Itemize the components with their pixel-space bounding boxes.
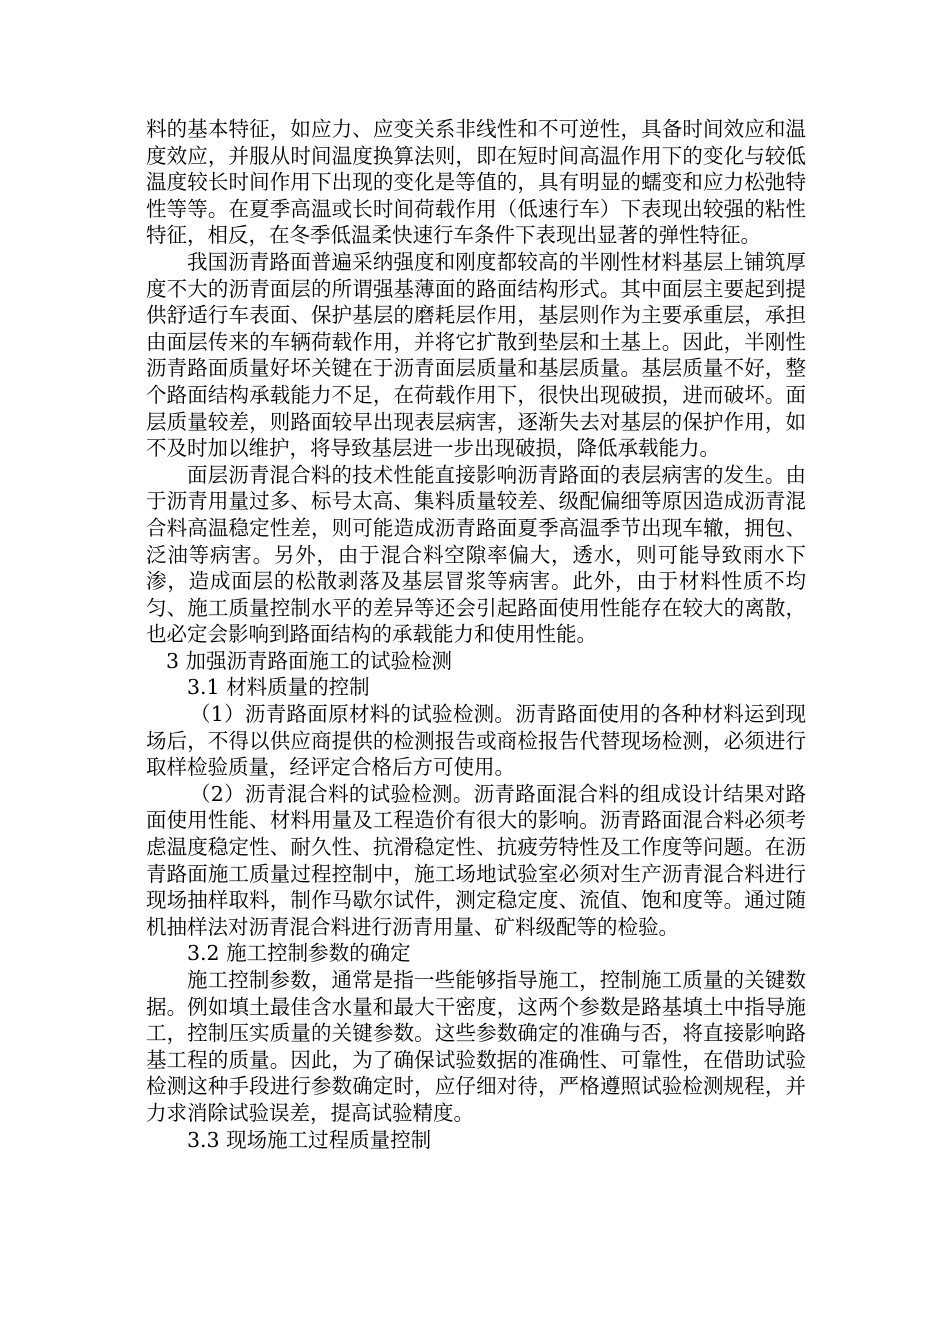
section-heading-3-1: 3.1 材料质量的控制 [187,675,370,700]
document-page [146,116,806,1153]
paragraph-mixture-testing: （2）沥青混合料的试验检测。沥青路面混合料的组成设计结果对路面使用性能、材料用量及工程造价有很大的影响。沥青路面混合料必须考虑温度稳定性、耐久性、抗滑稳定性、抗疲劳特性及工作度等问题。在沥青路面施工质量过程控制中，施工场地试验室必须对生产沥青混合料进行现场抽样取料，制作马歇尔试件，测定稳定度、流值、饱和度等。通过随机抽样法对沥青混合料进行沥青用量、矿料级配等的检验。 [146,781,806,939]
section-heading-3-3: 3.3 现场施工过程质量控制 [187,1127,432,1152]
paragraph-surface-mixture: 面层沥青混合料的技术性能直接影响沥青路面的表层病害的发生。由于沥青用量过多、标号太高、集料质量较差、级配偏细等原因造成沥青混合料高温稳定性差，则可能造成沥青路面夏季高温季节出现车辙，拥包、泛油等病害。另外，由于混合料空隙率偏大，透水，则可能导致雨水下渗，造成面层的松散剥落及基层冒浆等病害。此外，由于材料性质不均匀、施工质量控制水平的差异等还会引起路面使用性能存在较大的离散，也必定会影响到路面结构的承载能力和使用性能。 [146,462,806,647]
paragraph-raw-material-testing: （1）沥青路面原材料的试验检测。沥青路面使用的各种材料运到现场后，不得以供应商提供的检测报告或商检报告代替现场检测，必须进行取样检验质量，经评定合格后方可使用。 [146,702,806,780]
section-heading-3-2: 3.2 施工控制参数的确定 [187,941,411,966]
section-heading-3: 3 加强沥青路面施工的试验检测 [166,648,453,673]
paragraph-control-parameters: 施工控制参数，通常是指一些能够指导施工，控制施工质量的关键数据。例如填土最佳含水量和最大干密度，这两个参数是路基填土中指导施工，控制压实质量的关键参数。这些参数确定的准确与否，将直接影响路基工程的质量。因此，为了确保试验数据的准确性、可靠性，在借助试验检测这种手段进行参数确定时，应仔细对待，严格遵照试验检测规程，并力求消除试验误差，提高试验精度。 [146,968,806,1125]
paragraph-material-characteristics: 料的基本特征，如应力、应变关系非线性和不可逆性，具备时间效应和温度效应，并服从时间温度换算法则，即在短时间高温作用下的变化与较低温度较长时间作用下出现的变化是等值的，具有明显的蠕变和应力松弛特性等等。在夏季高温或长时间荷载作用（低速行车）下表现出较强的粘性特征，相反，在冬季低温柔快速行车条件下表现出显著的弹性特征。 [146,117,806,248]
paragraph-pavement-structure: 我国沥青路面普遍采纳强度和刚度都较高的半刚性材料基层上铺筑厚度不大的沥青面层的所谓强基薄面的路面结构形式。其中面层主要起到提供舒适行车表面、保护基层的磨耗层作用，基层则作为主要承重层，承担由面层传来的车辆荷载作用，并将它扩散到垫层和土基上。因此，半刚性沥青路面质量好坏关键在于沥青面层质量和基层质量。基层质量不好，整个路面结构承载能力不足，在荷载作用下，很快出现破损，进而破坏。面层质量较差，则路面较早出现表层病害，逐渐失去对基层的保护作用，如不及时加以维护，将导致基层进一步出现破损，降低承载能力。 [146,249,806,461]
